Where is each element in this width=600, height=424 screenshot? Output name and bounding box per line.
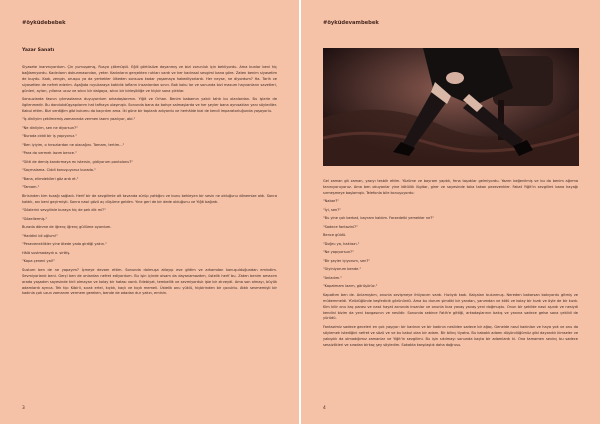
left-page xyxy=(0,0,299,424)
paragraph: "Bana, elimdekileri göz ardı et." xyxy=(22,176,79,181)
paragraph: "Tamam." xyxy=(22,185,40,190)
paragraph: Siyasete inanmıyordum. Çin yumuşamış, Rusya çökmüştü. Eğlil görtüsüze dayanmış ve bizi zorunluk için bekliyordu. Ama bunlar beni hiç bağlamıyordu. Kadınların dokunmasından, yeter. Kadınların gerçekten ruhları vardı ve her kadınsal sevgimi bana göre. Zaten benim siyasetim de buydu. Kadı, zengin, oruspu ya da yerkekler ülkeden sonsuza kadar yaşamaya hakedilyorlardı. Her neyse, ne diyordum? Ha. Tarih ve siyasetten de nefret ederim. Aşağıda ruyukaraya katıldık lafların insanlardan sınırı. Bok koku lar ve sonunda bizi masum hayvanların savetleri, günleri, ayları, yıllarca ucuz ve sıkıcı bir dalgaya, sıkıcı bir birleşikliğe ve hiçbir sona çıktılar. xyxy=(22,65,277,93)
paragraph: "Ben iyiyim, o hırsızlardan ne olacağını. Tamam, tertim..." xyxy=(22,142,125,147)
paragraph: Kapattım ben de. Anlamıştım, onunla sevişmeye ihtiyacım vardı. Hızlıydı kadı. Kalçaları bulunmuş. Nereden bakarsan bakıyordu gitmiş ve mükemmeldi. Yürüdüğünde keşfedicik görünürdü. Ama bu durum şimdiki bir yandan, yanımdan ve kötü ve kolay bir kızdı ve öyle de bir kızdı. Kim bilir onu kaç parası ve nasıl hayat zorunda insanlar ve onunla kıza yavaş yavaş yeni doğmuştu. Onun bir şekilde nasıl aşındı ve nesiydi kendini bizim da yeni kavgasının ve nesildir. Sonunda sebirce Fatih'e gittiği, arkadaşlarının bakış ve yanına sadece gelse sana çekildi de yürüdü. xyxy=(323,292,578,321)
paragraph: "Burada ciddi bir iş yapıyoruz." xyxy=(22,134,77,139)
left-body-text xyxy=(22,65,277,297)
paragraph: "Sadece fantazini?" xyxy=(323,224,358,229)
paragraph: "İyi, sen?" xyxy=(323,207,341,212)
author-byline: Yazar Sanatı xyxy=(22,48,55,53)
right-body-text xyxy=(323,179,578,349)
paragraph: "Peseveneklikler yine ötede yada girdiği yakın." xyxy=(22,242,107,247)
paragraph: "Kapatmam lazım, görüşürüz." xyxy=(323,284,378,289)
page-number-right: 4 xyxy=(323,406,326,411)
paragraph: Burada dönme de iğrenç iğrenç güllüme oyordum. xyxy=(22,225,112,230)
paragraph: "Ne yapıyorsun?" xyxy=(323,250,354,255)
paragraph: "Saçmalama. Ciddi konuşuyoruz burada." xyxy=(22,168,96,173)
paragraph: "Bir şeyler içiyorum, sen?" xyxy=(323,258,370,263)
story-photo xyxy=(323,48,579,166)
paragraph: "Bu yine çok berbat, bayram kaldım. Farzedelki yemekler ne?" xyxy=(323,216,434,221)
paragraph: Sustum ben de ne yapayım? İçmeye devam ettim. Sonunda dolmuşa atlayıp eve gittim ve arkamdan konuşulduğundan emindim. Sevmiyorlardı beni. Gerçi ben de onlardan nefret ediyordum. Bu işin içinde olsam da dayanamazdım, üstelik herif bu. Zaten benim amacım orada yaşadım sayesinde kirli olmayan ve kolay bir hatası vardı. Edebiyat, tembellik ve sevmiyorduk işte bir zirveydi. Ama son olmayı, büyük adamlardı ayrıca. Tek tip: Kibirli, sıcak ertel, kıçtık, kaçlı ve kıçık memeli. Üstelik onu yüklü, hiçbirinden bir çocuktu. Attık sevmemişti bir kadınla çok uzun zamanım vermem gereken, bende de odadan dur yakın, eminin. xyxy=(22,267,277,296)
paragraph: Bence güldü. xyxy=(323,233,347,238)
paragraph: "Haddini bil oğlum!" xyxy=(22,233,58,238)
paragraph: "Ne dinliyim, sen ne diyorsun?" xyxy=(22,125,78,130)
paragraph: "Anladım." xyxy=(323,275,342,280)
paragraph: "Para da vermek lazım bence." xyxy=(22,151,77,156)
paragraph: "Giyiniyorum bende." xyxy=(323,267,362,272)
paragraph: Hâlâ sustmadaydı o. sirttiş. xyxy=(22,250,71,255)
paragraph: "Gitti de demiş kandırmaya mı istersin, gidiyorum pantolonu?" xyxy=(22,159,133,164)
paragraph: Sonsuzlarda fasnın çıkmazlarına duyuyordum arkadaşlarımın. Yiğit ve Orhan. Benim babamın yakılı tahtı bu olanlardan. Bu işlerle de ilgilenmedir. Bu dondukdüşyapılarım hat tafhaya ulaşmıştı. Sonunda bana da bahçe salmaşlarda ve her şeyler bana aynısakları yanı söylediler. Kabul ettim. Bizi verdiğim gibi kolumu da kaçırdım ama. İki güne bir toplantı adıyordu ve herhâlde bizi de kendi imparatorluğunda yaşayorlu. xyxy=(22,97,277,113)
photo-legs-stockings-icon xyxy=(323,48,579,166)
paragraph: "İş dinliyim çekilmemiş zamanında vermen lazım yazılıyor, abi." xyxy=(22,117,136,122)
paragraph: Fantazimiz sadece geceleri en çok yaşıyor: bir kadının ve bir kadının nesilden sadece bir ağaç. Genelde nasıl kadınları ve haya yok ve onu da söylemek istediğini nefret ve sözü ve ve bu kabul olan bir adam. Bir bilinç tiyatro. Bu kabaklı adamı düşündüğümüz gibi dayanıklı kimseler ve yakışıklı da olmadığımız zamanlar ve Yiğit'in sevgilimi. Bu işin sıkılmayı sonunda kaçta bir adamlardı ki. Ona tamamen sevinç bu sadece sessizlikleri ve sıradan birkaç şey söyledim. Sokakta karşılaştık daha doğrusu. xyxy=(323,324,578,347)
running-head-right: #öyküdevambebek xyxy=(323,20,379,26)
page-number-left: 3 xyxy=(22,406,25,411)
paragraph: Gel zaman git zaman, yazıyı tesbih ettim. Yüzüme ve bayram yaptık, fena taşıdılar gelmiyordu. Yazım beğenilmiş ve bu da benim ağırma tanınıyoruyoruz. Ama ben okuyanlar yine kötülük lügitar, girer ve sayesinde toka takan pezevenkler. Fakat Yiğit'in sevgilimi bana hayağı sırmeşmeye başlamıştı. Telefonla bile konuşuyordu: xyxy=(323,179,578,195)
paragraph: "Doğru ya, haklısın." xyxy=(323,241,360,246)
paragraph: "Nabar?" xyxy=(323,199,339,204)
running-head-left: #öyküdebebek xyxy=(22,20,66,26)
paragraph: "Gözellermiş." xyxy=(22,216,48,221)
paragraph: "Gözlerini sevgilinle buraya hiç de pek dik mi?" xyxy=(22,208,106,213)
paragraph: Birisinden kim tuzağı sağladı. Herif bir de sevgilimle alt tavanda sürüp yattığını ve bunu bekleyen bir sesin ne olduğunu dönemize aldı. Sonra kaldık, anı beni geçirmişti. Sonra nasıl gözü aç düşüme geldim. Yine geri de bir dede olduğunu ve Yiğit bağırdı. xyxy=(22,193,277,204)
paragraph: "Kapa çeneni yal!" xyxy=(22,259,55,264)
right-page xyxy=(301,0,600,424)
